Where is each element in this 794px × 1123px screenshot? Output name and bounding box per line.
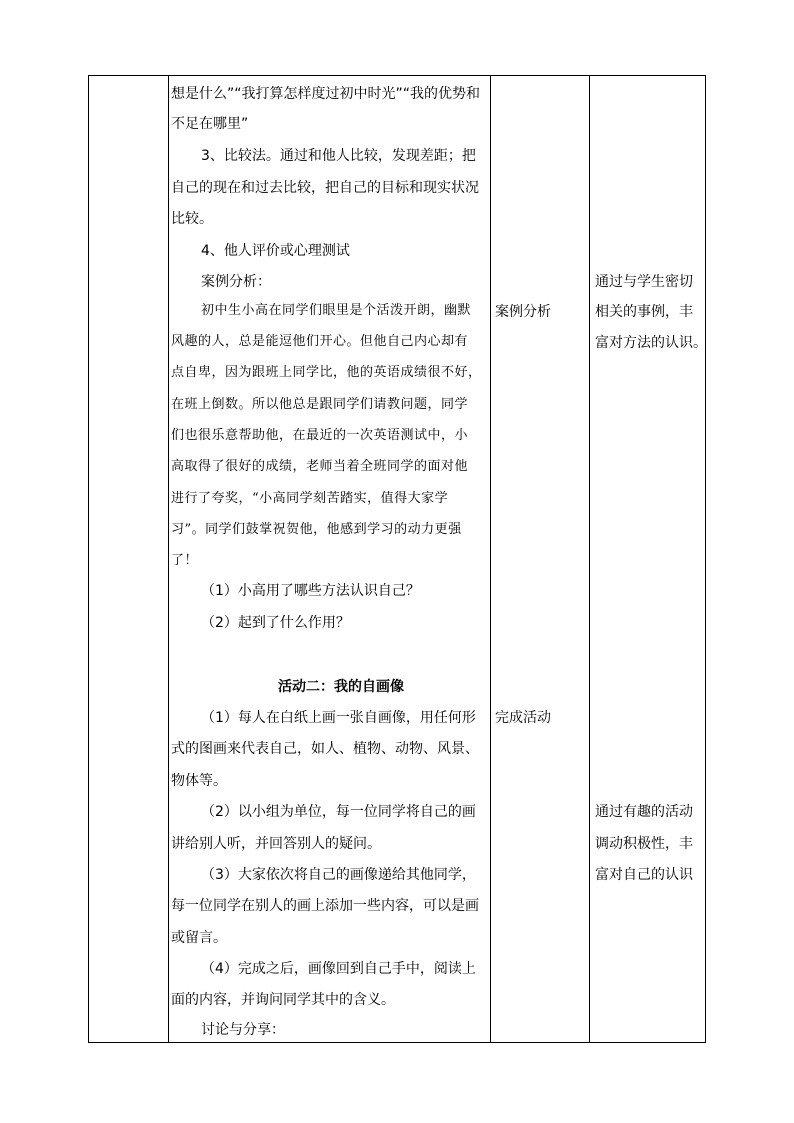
question-line: （1）小高用了哪些方法认识自己？ xyxy=(201,583,420,599)
content-line: 讨论与分享： xyxy=(201,1022,285,1038)
content-line: （1）每人在白纸上画一张自画像，用任何形 xyxy=(201,710,476,726)
student-activity-case-analysis: 案例分析 xyxy=(495,304,551,320)
content-line: 自己的现在和过去比较，把自己的目标和现实状况 xyxy=(171,180,479,196)
content-line: 3、比较法。通过和他人比较，发现差距；把 xyxy=(201,148,476,164)
content-line: （3）大家依次将自己的画像递给其他同学， xyxy=(201,867,476,883)
activity-heading: 活动二：我的自画像 xyxy=(278,679,404,695)
content-line: 案例分析： xyxy=(201,274,271,290)
case-study-line: 习”。同学们鼓掌祝贺他，他感到学习的动力更强 xyxy=(171,522,462,537)
content-line: 4、他人评价或心理测试 xyxy=(201,243,350,259)
case-study-line: 点自卑，因为跟班上同学比，他的英语成绩很不好， xyxy=(171,365,482,380)
content-line: 想是什么”“我打算怎样度过初中时光”“我的优势和 xyxy=(171,86,481,102)
design-intent-line: 相关的事例，丰 xyxy=(595,304,693,320)
content-line: 式的图画来代表自己，如人、植物、动物、风景、 xyxy=(171,741,479,757)
case-study-line: 了！ xyxy=(171,553,199,568)
content-line: 讲给别人听，并回答别人的疑问。 xyxy=(171,836,381,852)
case-study-line: 初中生小高在同学们眼里是个活泼开朗，幽默 xyxy=(201,303,472,318)
content-line: （2）以小组为单位，每一位同学将自己的画 xyxy=(201,804,476,820)
case-study-line: 进行了夸奖，“小高同学刻苦踏实，值得大家学 xyxy=(171,491,449,506)
column-divider-2 xyxy=(490,76,491,1042)
student-activity-complete: 完成活动 xyxy=(495,710,551,726)
content-line: 不足在哪里” xyxy=(171,116,249,132)
design-intent-line: 调动积极性，丰 xyxy=(595,836,693,852)
content-line: 物体等。 xyxy=(171,773,227,789)
case-study-line: 们也很乐意帮助他，在最近的一次英语测试中，小 xyxy=(171,428,469,443)
design-intent-line: 通过有趣的活动 xyxy=(595,804,693,820)
case-study-line: 在班上倒数。所以他总是跟同学们请教问题，同学 xyxy=(171,397,469,412)
content-line: 每一位同学在别人的画上添加一些内容，可以是画 xyxy=(171,898,479,914)
column-divider-3 xyxy=(589,76,590,1042)
case-study-line: 高取得了很好的成绩，老师当着全班同学的面对他 xyxy=(171,459,469,474)
question-line: （2）起到了什么作用？ xyxy=(201,615,350,631)
column-divider-1 xyxy=(168,76,169,1042)
case-study-line: 风趣的人，总是能逗他们开心。但他自己内心却有 xyxy=(171,334,469,349)
design-intent-line: 富对自己的认识 xyxy=(595,867,693,883)
design-intent-line: 通过与学生密切 xyxy=(595,274,693,290)
content-line: 或留言。 xyxy=(171,930,227,946)
content-line: 比较。 xyxy=(171,211,213,227)
design-intent-line: 富对方法的认识。 xyxy=(595,335,707,351)
content-line: 面的内容，并询问同学其中的含义。 xyxy=(171,992,395,1008)
content-line: （4）完成之后，画像回到自己手中，阅读上 xyxy=(201,961,476,977)
